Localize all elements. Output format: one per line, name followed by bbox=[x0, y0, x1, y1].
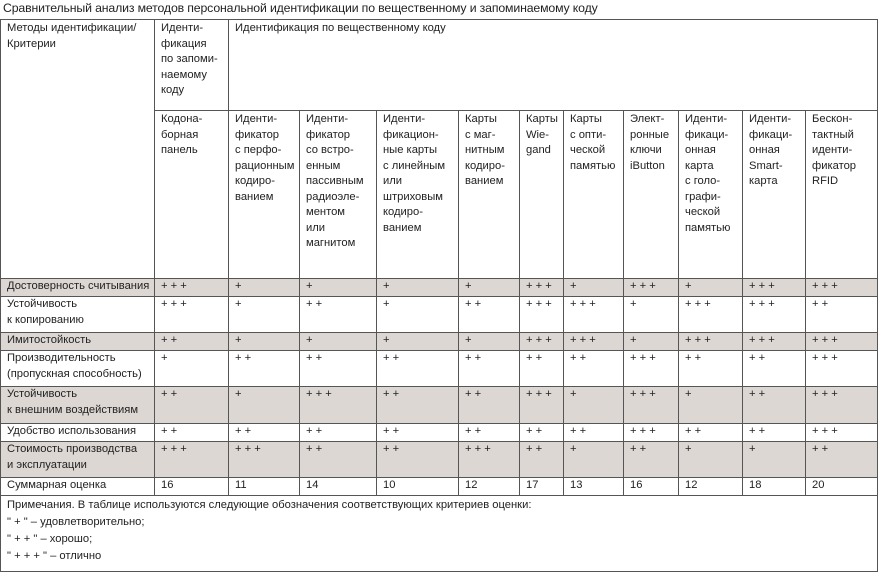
criterion-label: Производительность (пропускная способность) bbox=[1, 351, 155, 387]
table-cell: + bbox=[377, 333, 459, 351]
table-cell: + bbox=[229, 279, 300, 297]
comparison-table bbox=[0, 19, 878, 572]
table-cell: 16 bbox=[624, 478, 679, 496]
table-cell: + + bbox=[743, 387, 806, 424]
table-cell: 17 bbox=[520, 478, 564, 496]
table-cell: + + + bbox=[806, 333, 878, 351]
table-row bbox=[1, 442, 878, 478]
table-cell: + + bbox=[520, 442, 564, 478]
table-cell: + + bbox=[743, 351, 806, 387]
criterion-label: Удобство использования bbox=[1, 424, 155, 442]
table-cell: 16 bbox=[155, 478, 229, 496]
table-cell: 11 bbox=[229, 478, 300, 496]
table-cell: + bbox=[229, 387, 300, 424]
table-cell: + + + bbox=[743, 297, 806, 333]
table-row bbox=[1, 351, 878, 387]
table-cell: + + bbox=[300, 351, 377, 387]
table-cell: + + + bbox=[300, 387, 377, 424]
table-cell: + bbox=[679, 387, 743, 424]
table-cell: + bbox=[624, 333, 679, 351]
table-cell: + + bbox=[155, 424, 229, 442]
column-header: Иденти- фикатор со встро- енным пассивным радиоэле- ментом или магнитом bbox=[300, 111, 377, 279]
table-cell: + + bbox=[459, 424, 520, 442]
table-cell: + + bbox=[377, 442, 459, 478]
table-cell: + bbox=[300, 333, 377, 351]
table-cell: + + + bbox=[564, 333, 624, 351]
table-title: Сравнительный анализ методов персональной идентификации по вещественному и запоминаемому коду bbox=[3, 1, 598, 15]
table-cell: 18 bbox=[743, 478, 806, 496]
table-cell: + + + bbox=[679, 297, 743, 333]
table-cell: + + bbox=[229, 424, 300, 442]
table-cell: + + bbox=[155, 333, 229, 351]
table-cell: + + bbox=[459, 387, 520, 424]
physical-code-header: Идентификация по вещественному коду bbox=[229, 20, 878, 111]
methods-criteria-header: Методы идентификации/ Критерии bbox=[1, 20, 155, 279]
criterion-label: Достоверность считывания bbox=[1, 279, 155, 297]
table-cell: 14 bbox=[300, 478, 377, 496]
table-cell: + + bbox=[564, 351, 624, 387]
table-cell: + bbox=[679, 279, 743, 297]
table-cell: + + + bbox=[459, 442, 520, 478]
table-cell: + bbox=[155, 351, 229, 387]
table-cell: + + bbox=[300, 442, 377, 478]
table-cell: + + + bbox=[229, 442, 300, 478]
table-cell: + + + bbox=[806, 424, 878, 442]
column-header: Иденти- фикаци- онная Smart- карта bbox=[743, 111, 806, 279]
table-cell: + + bbox=[806, 442, 878, 478]
table-row bbox=[1, 387, 878, 424]
table-cell: + + + bbox=[624, 424, 679, 442]
table-cell: + + + bbox=[806, 351, 878, 387]
table-notes: Примечания. В таблице используются следующие обозначения соответствующих критериев оценки: " + " – удовлетворительно; " + + " – хорошо; " + + + " – отлично bbox=[1, 496, 878, 572]
table-cell: + + bbox=[624, 442, 679, 478]
table-cell: + + + bbox=[679, 333, 743, 351]
table-cell: + bbox=[300, 279, 377, 297]
criterion-label: Имитостойкость bbox=[1, 333, 155, 351]
table-cell: + + bbox=[806, 297, 878, 333]
table-cell: + + + bbox=[520, 387, 564, 424]
table-cell: + bbox=[743, 442, 806, 478]
table-cell: + bbox=[377, 279, 459, 297]
table-cell: + bbox=[624, 297, 679, 333]
table-cell: + bbox=[377, 297, 459, 333]
notes-row bbox=[1, 496, 878, 572]
table-cell: + + + bbox=[520, 297, 564, 333]
table-row bbox=[1, 279, 878, 297]
table-cell: 12 bbox=[679, 478, 743, 496]
table-cell: + + bbox=[377, 424, 459, 442]
table-cell: + + bbox=[377, 387, 459, 424]
header-row-1 bbox=[1, 20, 878, 111]
table-cell: + bbox=[229, 297, 300, 333]
column-header: Иденти- фикаци- онная карта с голо- графи- ческой памятью bbox=[679, 111, 743, 279]
table-cell: + + + bbox=[624, 279, 679, 297]
memorized-code-header: Иденти- фикация по запоми- наемому коду bbox=[155, 20, 229, 111]
column-header: Иденти- фикатор с перфо- рационным кодиро- ванием bbox=[229, 111, 300, 279]
table-cell: + + + bbox=[624, 387, 679, 424]
table-cell: + + + bbox=[564, 297, 624, 333]
criterion-label: Устойчивость к копированию bbox=[1, 297, 155, 333]
table-cell: + + bbox=[229, 351, 300, 387]
table-cell: + + + bbox=[520, 279, 564, 297]
table-cell: + + + bbox=[806, 387, 878, 424]
table-row bbox=[1, 297, 878, 333]
table-cell: + + bbox=[679, 351, 743, 387]
table-cell: + + bbox=[564, 424, 624, 442]
table-cell: + + bbox=[520, 424, 564, 442]
table-cell: + + bbox=[520, 351, 564, 387]
table-cell: + + bbox=[743, 424, 806, 442]
column-header: Кодона- борная панель bbox=[155, 111, 229, 279]
table-cell: + + + bbox=[155, 297, 229, 333]
criterion-label: Стоимость производства и эксплуатации bbox=[1, 442, 155, 478]
criterion-label: Устойчивость к внешним воздействиям bbox=[1, 387, 155, 424]
column-header: Бескон- тактный иденти- фикатор RFID bbox=[806, 111, 878, 279]
table-cell: + + bbox=[300, 424, 377, 442]
table-cell: 10 bbox=[377, 478, 459, 496]
table-cell: + + + bbox=[155, 279, 229, 297]
column-header: Элект- ронные ключи iButton bbox=[624, 111, 679, 279]
table-cell: 20 bbox=[806, 478, 878, 496]
table-cell: + + bbox=[679, 424, 743, 442]
table-cell: + + bbox=[155, 387, 229, 424]
table-cell: + bbox=[564, 279, 624, 297]
table-cell: + + + bbox=[155, 442, 229, 478]
table-cell: + + bbox=[459, 297, 520, 333]
table-cell: + bbox=[564, 387, 624, 424]
column-header: Карты с маг- нитным кодиро- ванием bbox=[459, 111, 520, 279]
table-cell: + + bbox=[377, 351, 459, 387]
table-cell: + + bbox=[300, 297, 377, 333]
table-cell: + bbox=[564, 442, 624, 478]
table-cell: + + + bbox=[624, 351, 679, 387]
table-cell: + bbox=[459, 333, 520, 351]
table-cell: + + + bbox=[743, 279, 806, 297]
table-cell: 12 bbox=[459, 478, 520, 496]
table-cell: + bbox=[459, 279, 520, 297]
column-header: Карты с опти- ческой памятью bbox=[564, 111, 624, 279]
table-row bbox=[1, 424, 878, 442]
table-cell: + bbox=[229, 333, 300, 351]
table-row bbox=[1, 333, 878, 351]
table-cell: + + + bbox=[806, 279, 878, 297]
table-cell: + + bbox=[459, 351, 520, 387]
table-cell: 13 bbox=[564, 478, 624, 496]
table-cell: + + + bbox=[743, 333, 806, 351]
table-cell: + bbox=[679, 442, 743, 478]
total-row bbox=[1, 478, 878, 496]
table-cell: + + + bbox=[520, 333, 564, 351]
column-header: Карты Wie- gand bbox=[520, 111, 564, 279]
column-header: Иденти- фикацион- ные карты с линейным или штриховым кодиро- ванием bbox=[377, 111, 459, 279]
criterion-label: Суммарная оценка bbox=[1, 478, 155, 496]
